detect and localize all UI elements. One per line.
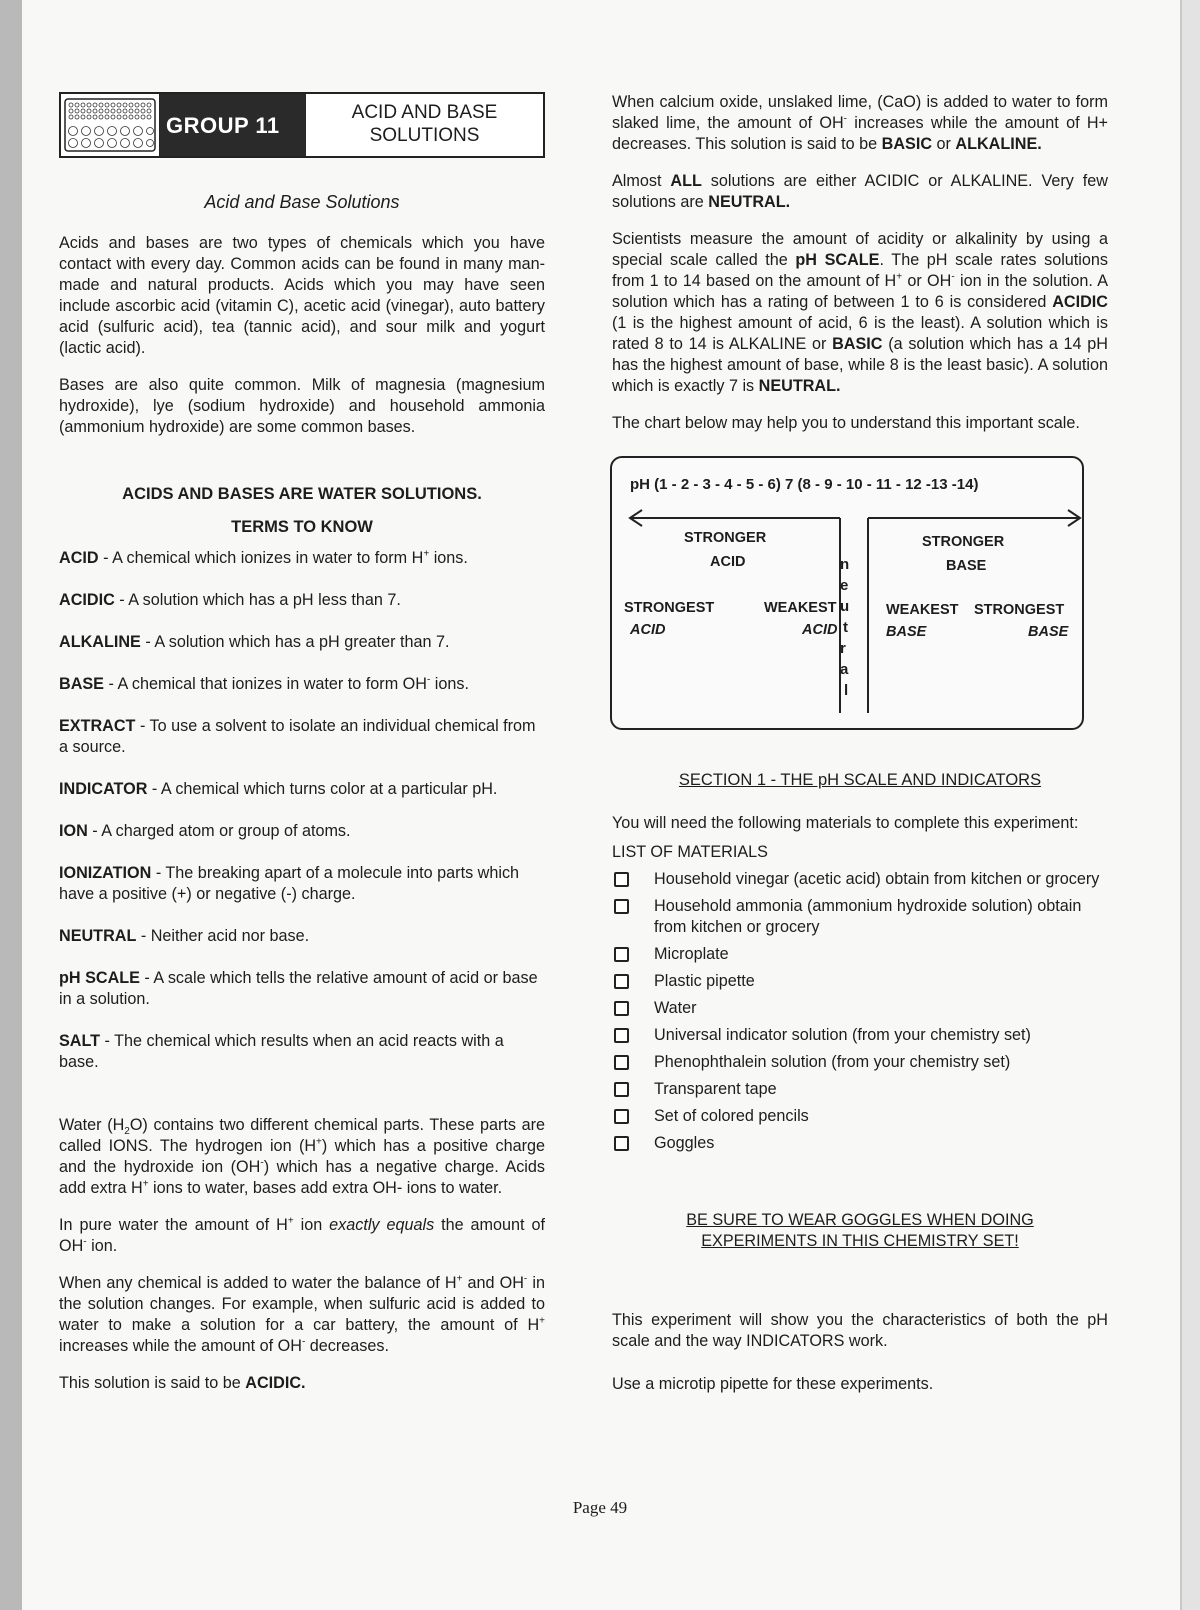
neutral-letter: r — [840, 640, 846, 657]
materials-list-item: Universal indicator solution (from your chemistry set) — [612, 1025, 1108, 1046]
water-ions-paragraph: Water $(H_2O)$ contains two different chemical parts. These parts are called IONS. The hydrogen ion (H+) which has a positive charge and the hydroxide ion (OH-) which has a negative charge. Acids add extra H+ ions to water, bases add extra OH- ions to water. — [59, 1116, 546, 1197]
page-number: Page 49 — [572, 1498, 628, 1517]
materials-list-item: Microplate — [612, 944, 1108, 965]
calcium-oxide-paragraph: When calcium oxide, unslaked lime, (CaO) is added to water to form slaked lime, the amount of OH- increases while the amount of H+ decreases. This solution is said to be BASIC or ALKALINE. — [612, 93, 1108, 153]
weakest-base-sublabel: BASE — [886, 624, 927, 640]
group-header — [59, 92, 545, 158]
materials-list-item: Phenophthalein solution (from your chemistry set) — [612, 1052, 1108, 1073]
term-item: IONIZATION - The breaking apart of a molecule into parts which have a positive (+) or negative (-) charge. — [59, 864, 520, 903]
section-1-title: SECTION 1 - THE pH SCALE AND INDICATORS — [678, 771, 1042, 789]
checkbox-icon — [614, 1055, 629, 1070]
materials-list-item: Goggles — [612, 1133, 1108, 1154]
materials-list-item: Plastic pipette — [612, 971, 1108, 992]
terms-list — [59, 548, 545, 1073]
checkbox-icon — [614, 947, 629, 962]
materials-list-item: Household vinegar (acetic acid) obtain from kitchen or grocery — [612, 869, 1108, 890]
term-item: BASE - A chemical that ionizes in water to form OH- ions. — [59, 674, 470, 693]
materials-heading: LIST OF MATERIALS — [612, 843, 768, 861]
left-column — [59, 92, 545, 1394]
checkbox-icon — [614, 899, 629, 914]
group-title: ACID AND BASE SOLUTIONS — [351, 102, 498, 146]
right-column — [612, 92, 1108, 1395]
materials-list — [612, 869, 1108, 1154]
checkbox-icon — [614, 1136, 629, 1151]
ph-scale-label: pH (1 - 2 - 3 - 4 - 5 - 6) 7 (8 - 9 - 10 - 11 - 12 -13 -14) — [630, 476, 979, 493]
term-item: NEUTRAL - Neither acid nor base. — [59, 927, 310, 945]
term-item: ALKALINE - A solution which has a pH greater than 7. — [59, 633, 450, 651]
pipette-instruction: Use a microtip pipette for these experiments. — [612, 1375, 934, 1393]
microplate-icon — [64, 98, 156, 152]
neutral-letter: l — [844, 682, 849, 699]
neutral-letter: n — [840, 556, 850, 573]
term-item: INDICATOR - A chemical which turns color at a particular pH. — [59, 780, 498, 798]
materials-list-item: Transparent tape — [612, 1079, 1108, 1100]
page-right-edge — [1181, 0, 1200, 1610]
chart-intro: The chart below may help you to understand this important scale. — [612, 414, 1080, 432]
strongest-acid-label: STRONGEST — [624, 600, 715, 616]
page-binding-edge — [0, 0, 22, 1610]
term-item: ION - A charged atom or group of atoms. — [59, 822, 351, 840]
checkbox-icon — [614, 1082, 629, 1097]
section-subtitle: Acid and Base Solutions — [204, 192, 400, 212]
intro-acids-paragraph: Acids and bases are two types of chemicals which you have contact with every day. Common acids can be found in many man-made and natural products. Acids which you may have seen include ascorbic acid (vitamin C), acetic acid (vinegar), auto battery acid (sulfuric acid), tea (tannic acid), and sour milk and yogurt (lactic acid). — [59, 234, 545, 357]
checkbox-icon — [614, 1109, 629, 1124]
balance-paragraph: When any chemical is added to water the balance of H+ and OH- in the solution changes. For example, when sulfuric acid is added to water to make a solution for a car battery, the amount of H+ increases while the amount of OH- decreases. — [59, 1273, 545, 1355]
term-item: pH SCALE - A scale which tells the relative amount of acid or base in a solution. — [59, 969, 538, 1008]
stronger-base-label-1: STRONGER — [922, 534, 1005, 550]
weakest-base-label: WEAKEST — [886, 602, 959, 618]
strongest-base-sublabel: BASE — [1028, 624, 1069, 640]
ph-scale-chart — [610, 456, 1084, 730]
acidic-statement: This solution is said to be ACIDIC. — [59, 1374, 306, 1392]
water-solutions-heading: ACIDS AND BASES ARE WATER SOLUTIONS. — [122, 485, 482, 503]
term-item: SALT - The chemical which results when an acid reacts with a base. — [59, 1032, 504, 1071]
checkbox-icon — [614, 974, 629, 989]
microplate-logo — [61, 94, 160, 156]
materials-list-item: Set of colored pencils — [612, 1106, 1108, 1127]
terms-heading: TERMS TO KNOW — [231, 518, 373, 536]
neutral-letter: t — [843, 619, 848, 636]
neutral-letter: u — [840, 598, 850, 615]
weakest-acid-label: WEAKEST — [764, 600, 837, 616]
term-item: EXTRACT - To use a solvent to isolate an individual chemical from a source. — [59, 717, 536, 756]
materials-intro: You will need the following materials to complete this experiment: — [612, 814, 1079, 832]
neutral-letter: e — [840, 577, 849, 594]
intro-bases-paragraph: Bases are also quite common. Milk of magnesia (magnesium hydroxide), lye (sodium hydroxide) and household ammonia (ammonium hydroxide) are some common bases. — [59, 376, 545, 436]
materials-list-item: Water — [612, 998, 1108, 1019]
weakest-acid-sublabel: ACID — [802, 622, 838, 638]
stronger-base-label-2: BASE — [946, 558, 987, 574]
stronger-acid-label-1: STRONGER — [684, 530, 767, 546]
pure-water-paragraph: In pure water the amount of H+ ion exactly equals the amount of OH- ion. — [59, 1215, 545, 1255]
almost-all-paragraph: Almost ALL solutions are either ACIDIC or ALKALINE. Very few solutions are NEUTRAL. — [612, 172, 1108, 211]
strongest-acid-sublabel: ACID — [630, 622, 666, 638]
goggles-warning: BE SURE TO WEAR GOGGLES WHEN DOING EXPERIMENTS IN THIS CHEMISTRY SET! — [686, 1211, 1034, 1250]
neutral-letter: a — [840, 661, 849, 678]
group-number: GROUP 11 — [160, 94, 306, 156]
materials-list-item: Household ammonia (ammonium hydroxide solution) obtain from kitchen or grocery — [612, 896, 1108, 938]
checkbox-icon — [614, 1001, 629, 1016]
ph-scale-paragraph: Scientists measure the amount of acidity or alkalinity by using a special scale called the pH SCALE. The pH scale rates solutions from 1 to 14 based on the amount of H+ or OH- ion in the solution. A solution which has a rating of between 1 to 6 is considered ACIDIC (1 is the highest amount of acid, 6 is the least). A solution which is rated 8 to 14 is ALKALINE or BASIC (a solution which has a 14 pH has the highest amount of base, while 8 is the least basic). A solution which is exactly 7 is NEUTRAL. — [612, 230, 1109, 395]
closing-paragraph: This experiment will show you the characteristics of both the pH scale and the way INDICATORS work. — [612, 1311, 1108, 1350]
checkbox-icon — [614, 1028, 629, 1043]
stronger-acid-label-2: ACID — [710, 554, 746, 570]
term-item: ACIDIC - A solution which has a pH less than 7. — [59, 591, 401, 609]
checkbox-icon — [614, 872, 629, 887]
term-item: ACID - A chemical which ionizes in water to form H+ ions. — [59, 548, 468, 567]
strongest-base-label: STRONGEST — [974, 602, 1065, 618]
